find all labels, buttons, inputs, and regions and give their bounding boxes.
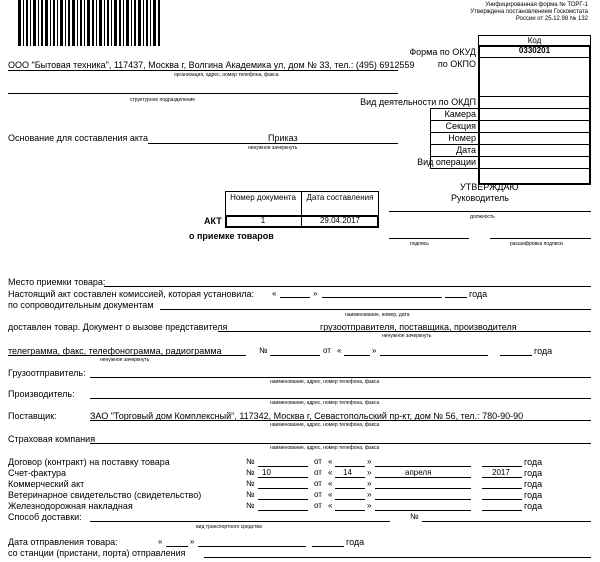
act-col-date: Дата составления bbox=[306, 193, 374, 202]
vet-certificate-label: Ветеринарное свидетельство (свидетельство) bbox=[8, 490, 202, 500]
organization-caption: организация, адрес, номер телефона, факса bbox=[174, 72, 279, 78]
invoice-label: Счет-фактура bbox=[8, 468, 66, 478]
section-label: Секция bbox=[445, 121, 476, 131]
okdp-label: Вид деятельности по ОКДП bbox=[360, 97, 476, 107]
year-suffix-2: года bbox=[534, 346, 553, 356]
invoice-day[interactable]: 14 bbox=[343, 468, 352, 477]
ship-quote-left: « bbox=[158, 537, 163, 546]
decode-underline bbox=[490, 238, 591, 239]
place-underline bbox=[104, 286, 591, 287]
form-note-line3: России от 25.12.98 № 132 bbox=[515, 16, 588, 22]
station-label: со станции (пристани, порта) отправления bbox=[8, 548, 186, 558]
organization-underline bbox=[8, 70, 398, 71]
rail-day-underline bbox=[335, 510, 365, 511]
name-number-date-caption: наименование, номер, дата bbox=[345, 312, 410, 318]
insurance-caption: наименование, адрес, номер телефона, факса bbox=[270, 445, 380, 451]
act-number[interactable]: 1 bbox=[260, 216, 266, 225]
rail-month-underline bbox=[375, 510, 471, 511]
invoice-number-sign: № bbox=[246, 468, 255, 477]
quote-right-2: » bbox=[372, 346, 377, 355]
camera-label: Камера bbox=[444, 109, 476, 119]
contract-from: от bbox=[314, 457, 322, 466]
act-label: АКТ bbox=[204, 216, 222, 226]
call-number-underline bbox=[270, 355, 320, 356]
transport-number-sign: № bbox=[410, 512, 419, 521]
strike-caption: ненужное зачеркнуть bbox=[382, 333, 432, 339]
contract-year-suffix: года bbox=[524, 457, 543, 467]
station-underline bbox=[204, 557, 591, 558]
contract-label: Договор (контракт) на поставку товара bbox=[8, 457, 170, 467]
number-label: Номер bbox=[448, 133, 476, 143]
call-month-underline bbox=[380, 355, 488, 356]
ship-quote-right: » bbox=[190, 537, 195, 546]
rail-from: от bbox=[314, 501, 322, 510]
codes-row-divider bbox=[478, 132, 591, 133]
invoice-quote-right: » bbox=[367, 468, 372, 477]
ship-year-suffix: года bbox=[346, 537, 365, 547]
okud-label: Форма по ОКУД bbox=[409, 47, 476, 57]
invoice-year[interactable]: 2017 bbox=[492, 468, 510, 477]
strike-caption-2: ненужное зачеркнуть bbox=[100, 357, 150, 363]
commercial-act-label: Коммерческий акт bbox=[8, 479, 85, 489]
signature-caption: подпись bbox=[410, 241, 429, 247]
vet-month-underline bbox=[375, 499, 471, 500]
quote-left-2: « bbox=[337, 346, 342, 355]
date-label: Дата bbox=[456, 145, 476, 155]
accompanying-docs-underline bbox=[160, 309, 591, 310]
codes-row-divider bbox=[478, 168, 591, 169]
codes-frame bbox=[478, 45, 591, 185]
day-underline bbox=[280, 297, 310, 298]
codes-row-divider bbox=[478, 57, 591, 58]
shipper-caption: наименование, адрес, номер телефона, факса bbox=[270, 379, 380, 385]
year-suffix: года bbox=[469, 289, 488, 299]
commercial-quote-right: » bbox=[367, 479, 372, 488]
basis-label: Основание для составления акта bbox=[8, 133, 148, 143]
transport-number-underline bbox=[422, 521, 591, 522]
from-text: от bbox=[323, 346, 331, 355]
vet-quote-right: » bbox=[367, 490, 372, 499]
rail-year-suffix: года bbox=[524, 501, 543, 511]
codes-row-divider bbox=[478, 144, 591, 145]
contract-quote-right: » bbox=[367, 457, 372, 466]
delivered-options: грузоотправителя, поставщика, производителя bbox=[320, 322, 517, 332]
ship-year-underline bbox=[312, 546, 344, 547]
transport-caption: вид транспортного средства bbox=[196, 524, 262, 530]
form-note bbox=[470, 2, 588, 23]
signature-underline bbox=[389, 238, 469, 239]
decode-caption: расшифровка подписи bbox=[510, 241, 563, 247]
basis-underline bbox=[148, 143, 398, 144]
commercial-number-underline bbox=[258, 488, 308, 489]
invoice-year-suffix: года bbox=[524, 468, 543, 478]
place-label: Место приемки товара: bbox=[8, 277, 106, 287]
position-caption: должность bbox=[470, 214, 495, 220]
vet-year-underline bbox=[482, 499, 522, 500]
transport-underline bbox=[90, 521, 390, 522]
approve-title: УТВЕРЖДАЮ bbox=[460, 182, 519, 192]
okpo-label: по ОКПО bbox=[437, 59, 476, 69]
subdivision-underline bbox=[8, 93, 398, 94]
rail-year-underline bbox=[482, 510, 522, 511]
contract-day-underline bbox=[335, 466, 365, 467]
producer-label: Производитель: bbox=[8, 389, 75, 399]
rail-quote-right: » bbox=[367, 501, 372, 510]
rail-quote-left: « bbox=[328, 501, 333, 510]
railway-waybill-label: Железнодорожная накладная bbox=[8, 501, 133, 511]
form-note-line1: Унифицированная форма № ТОРГ-1 bbox=[485, 2, 588, 8]
vet-year-suffix: года bbox=[524, 490, 543, 500]
producer-caption: наименование, адрес, номер телефона, факса bbox=[270, 400, 380, 406]
approve-role: Руководитель bbox=[451, 193, 509, 203]
invoice-month-underline bbox=[375, 477, 471, 478]
contract-month-underline bbox=[375, 466, 471, 467]
vet-day-underline bbox=[335, 499, 365, 500]
codes-row-divider bbox=[478, 96, 591, 97]
contract-number-underline bbox=[258, 466, 308, 467]
invoice-year-underline bbox=[482, 477, 522, 478]
codes-head: Код bbox=[478, 35, 591, 46]
vet-quote-left: « bbox=[328, 490, 333, 499]
shipper-label: Грузоотправитель: bbox=[8, 368, 86, 378]
codes-row-divider bbox=[478, 156, 591, 157]
insurance-label: Страховая компания bbox=[8, 434, 96, 444]
vet-number-sign: № bbox=[246, 490, 255, 499]
position-underline bbox=[389, 211, 591, 212]
codes-row-divider bbox=[478, 120, 591, 121]
telegram-underline bbox=[8, 355, 246, 356]
vet-number-underline bbox=[258, 499, 308, 500]
invoice-quote-left: « bbox=[328, 468, 333, 477]
commercial-year-underline bbox=[482, 488, 522, 489]
month-underline bbox=[322, 297, 442, 298]
form-note-line2: Утверждена постановлением Госкомстата bbox=[470, 9, 588, 15]
rail-number-sign: № bbox=[246, 501, 255, 510]
invoice-number[interactable]: 10 bbox=[262, 468, 271, 477]
okud-value[interactable]: 0330201 bbox=[518, 46, 551, 55]
commission-text: Настоящий акт составлен комиссией, которая установила: bbox=[8, 289, 255, 299]
call-year-underline bbox=[500, 355, 532, 356]
basis-value[interactable]: Приказ bbox=[268, 133, 298, 143]
commercial-year-suffix: года bbox=[524, 479, 543, 489]
producer-underline bbox=[90, 398, 591, 399]
supplier-label: Поставщик: bbox=[8, 411, 57, 421]
invoice-from: от bbox=[314, 468, 322, 477]
accompanying-docs-label: по сопроводительным документам bbox=[8, 300, 154, 310]
supplier-underline bbox=[90, 420, 591, 421]
subdivision-caption: структурное подразделение bbox=[130, 97, 196, 103]
act-col-number: Номер документа bbox=[230, 193, 296, 202]
call-day-underline bbox=[344, 355, 370, 356]
invoice-month[interactable]: апреля bbox=[405, 468, 432, 477]
commercial-from: от bbox=[314, 479, 322, 488]
year-underline bbox=[445, 297, 467, 298]
organization-name[interactable]: ООО "Бытовая техника", 117437, Москва г, Волгина Академика ул, дом № 33, тел.: (495) 6912559 bbox=[8, 60, 415, 70]
operation-label: Вид операции bbox=[417, 157, 476, 167]
number-sign: № bbox=[259, 346, 268, 355]
ship-date-label: Дата отправления товара: bbox=[8, 537, 118, 547]
commercial-month-underline bbox=[375, 488, 471, 489]
supplier-value[interactable]: ЗАО "Торговый дом Комплексный", 117342, Москва г, Севастопольский пр-кт, дом № 56, тел.: 780-90-90 bbox=[90, 411, 524, 421]
invoice-day-underline bbox=[335, 477, 365, 478]
shipper-underline bbox=[90, 377, 591, 378]
invoice-number-underline bbox=[258, 477, 308, 478]
act-subtitle: о приемке товаров bbox=[189, 231, 274, 241]
quote-right: » bbox=[313, 289, 318, 298]
supplier-caption: наименование, адрес, номер телефона, факса bbox=[270, 422, 380, 428]
telegram-text: телеграмма, факс, телефонограмма, радиограмма bbox=[8, 346, 222, 356]
delivered-underline bbox=[218, 331, 591, 332]
ship-day-underline bbox=[166, 546, 188, 547]
rail-number-underline bbox=[258, 510, 308, 511]
transport-label: Способ доставки: bbox=[8, 512, 82, 522]
quote-left: « bbox=[272, 289, 277, 298]
barcode-graphic bbox=[18, 0, 162, 46]
contract-year-underline bbox=[482, 466, 522, 467]
insurance-underline bbox=[90, 443, 591, 444]
contract-quote-left: « bbox=[328, 457, 333, 466]
commercial-quote-left: « bbox=[328, 479, 333, 488]
act-date[interactable]: 29.04.2017 bbox=[319, 216, 361, 225]
basis-caption: ненужное зачеркнуть bbox=[248, 145, 298, 151]
commercial-day-underline bbox=[335, 488, 365, 489]
codes-row-divider bbox=[478, 108, 591, 109]
commercial-number-sign: № bbox=[246, 479, 255, 488]
vet-from: от bbox=[314, 490, 322, 499]
contract-number-sign: № bbox=[246, 457, 255, 466]
ship-month-underline bbox=[198, 546, 306, 547]
delivered-text: доставлен товар. Документ о вызове представителя bbox=[8, 322, 228, 332]
